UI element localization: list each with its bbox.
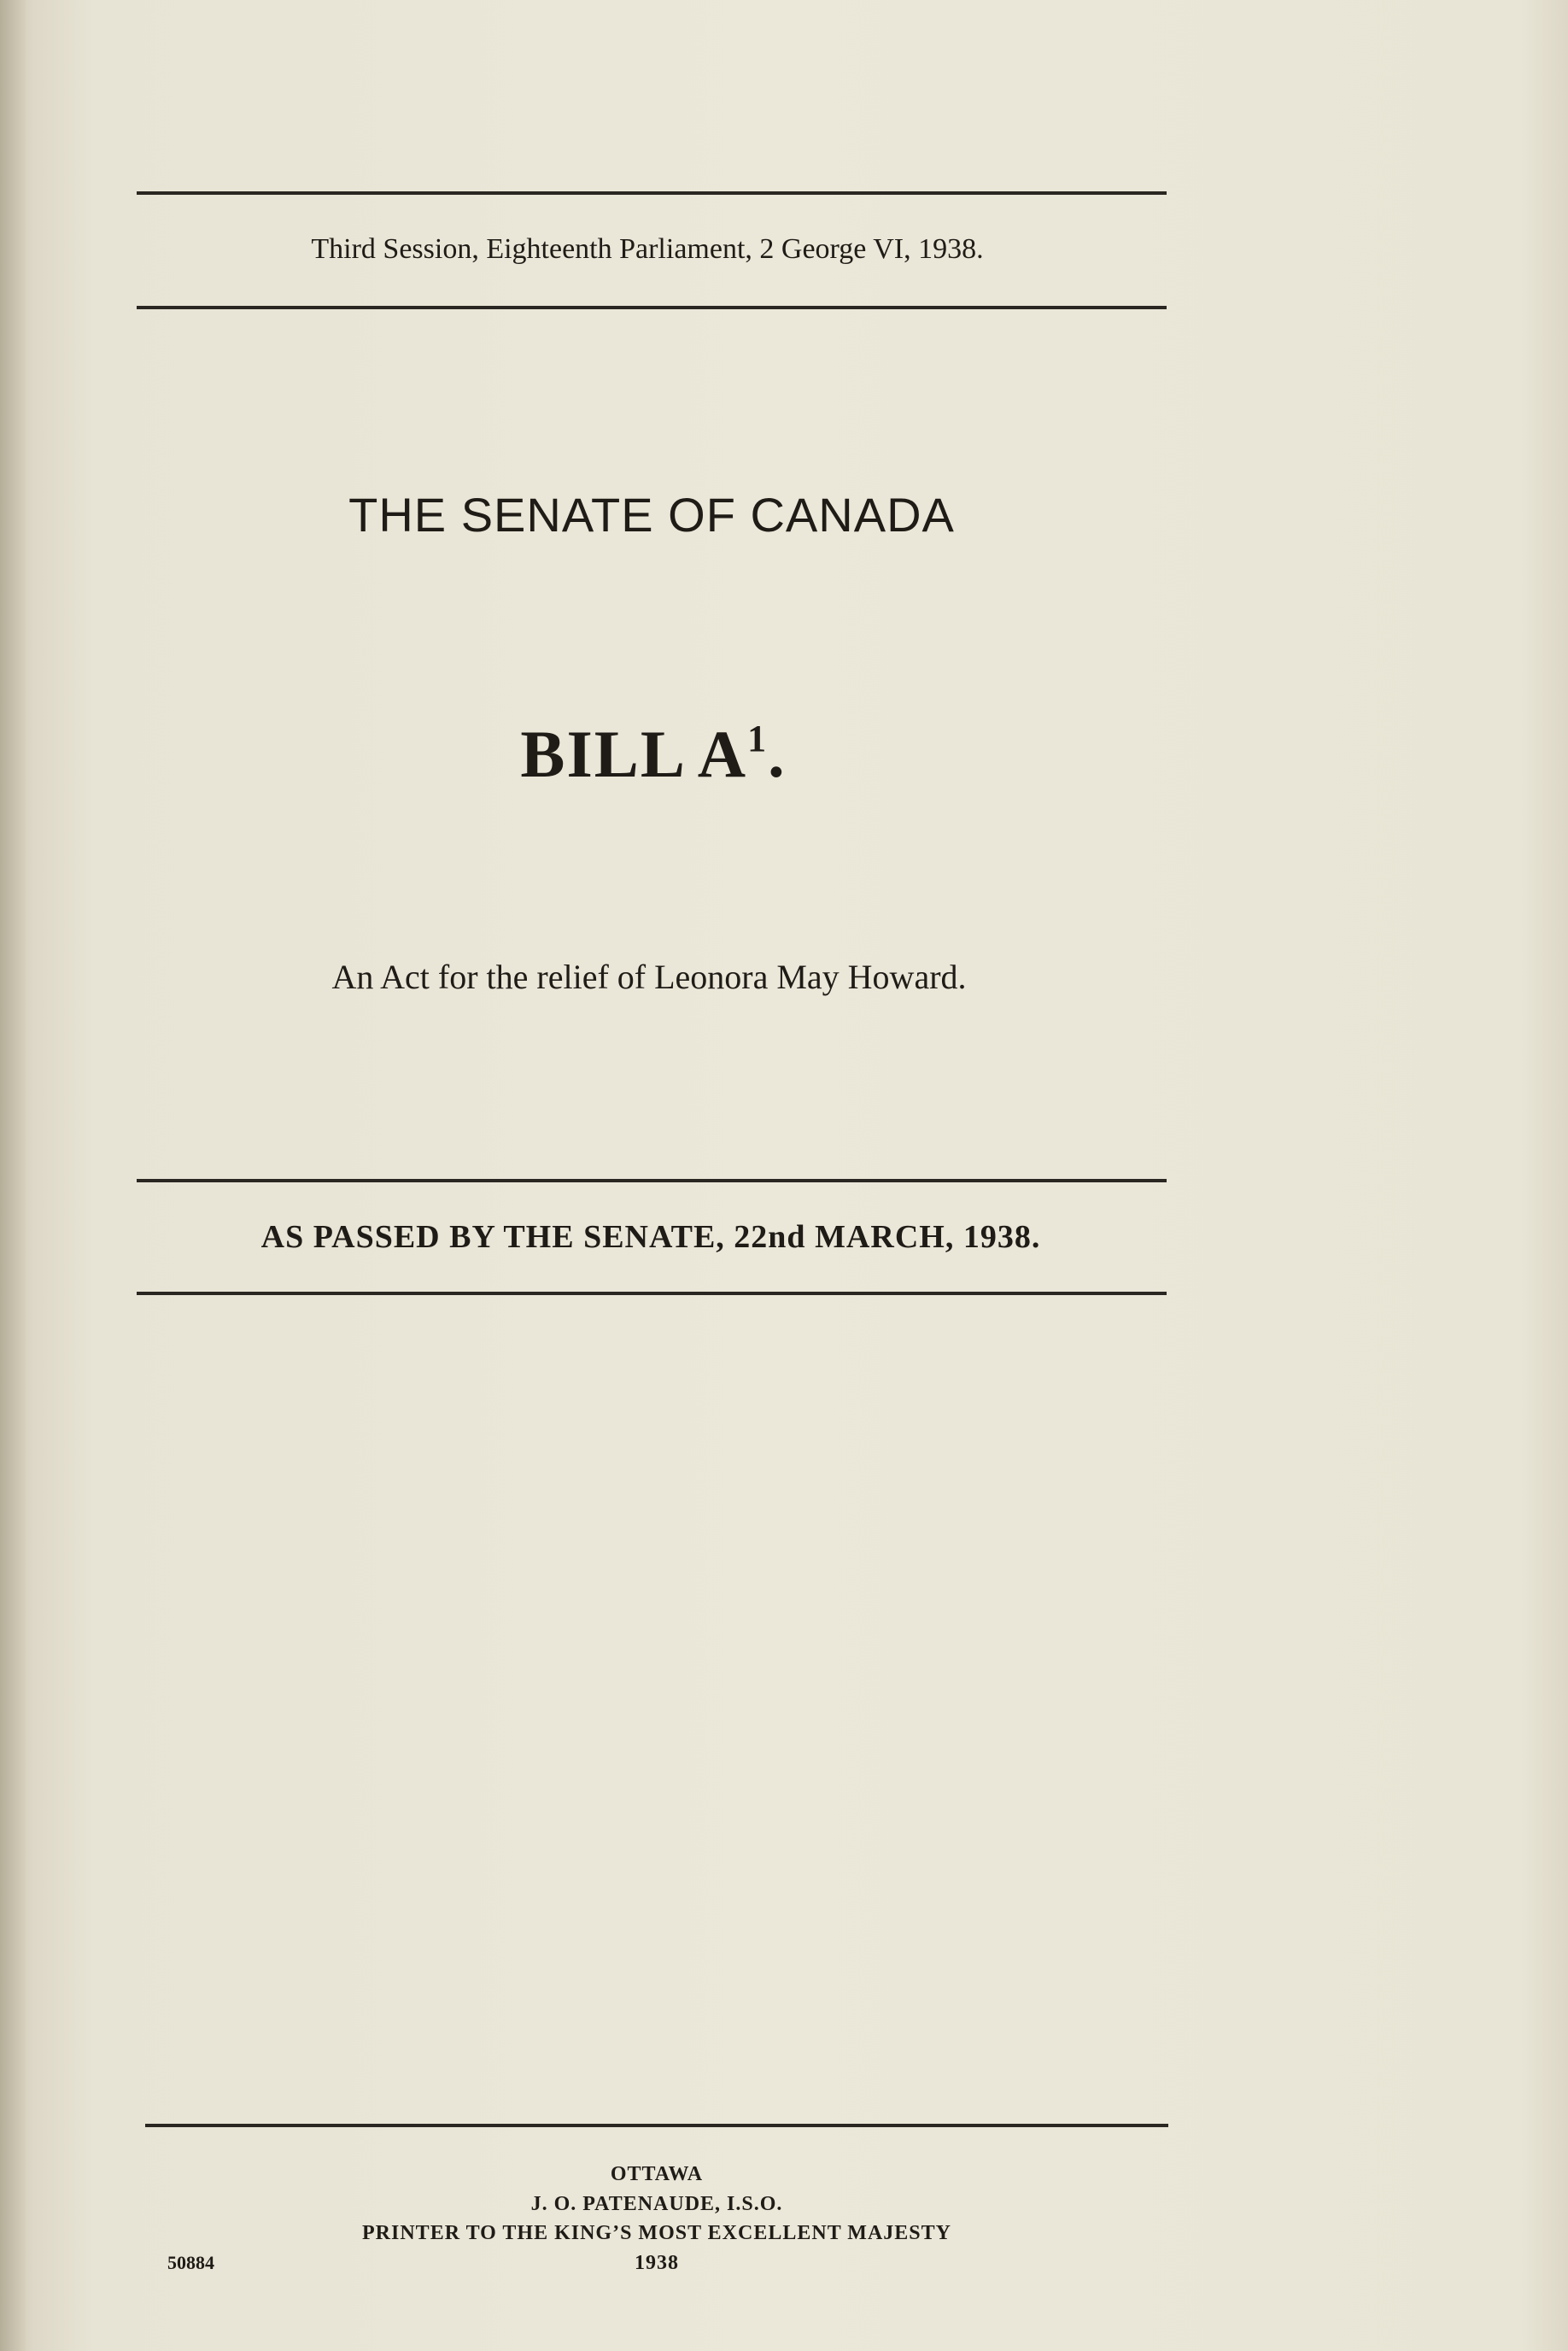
passed-status: AS PASSED BY THE SENATE, 22nd MARCH, 1938. <box>260 1219 1041 1255</box>
print-code: 50884 <box>167 2252 214 2273</box>
bill-period: . <box>768 717 787 791</box>
bill-name: BILL A <box>520 717 748 791</box>
page-binding-edge <box>0 0 26 2351</box>
imprint-printer-title: PRINTER TO THE KING’S MOST EXCELLENT MAJESTY <box>362 2222 951 2244</box>
session-rule <box>137 306 1167 309</box>
bleed-through-text <box>325 402 336 456</box>
passed-bottom-rule <box>137 1292 1167 1295</box>
act-title: An Act for the relief of Leonora May Howard. <box>331 958 967 996</box>
session-line: Third Session, Eighteenth Parliament, 2 George VI, 1938. <box>311 233 984 265</box>
senate-title: THE SENATE OF CANADA <box>348 488 955 542</box>
bill-number-superscript: 1 <box>747 718 769 759</box>
passed-top-rule <box>137 1179 1167 1182</box>
imprint-year: 1938 <box>635 2252 679 2274</box>
imprint-city: OTTAWA <box>610 2163 704 2185</box>
top-rule <box>137 191 1167 195</box>
imprint-rule <box>145 2124 1168 2127</box>
bill-title <box>0 716 1307 793</box>
imprint-printer-name: J. O. PATENAUDE, I.S.O. <box>530 2193 783 2215</box>
